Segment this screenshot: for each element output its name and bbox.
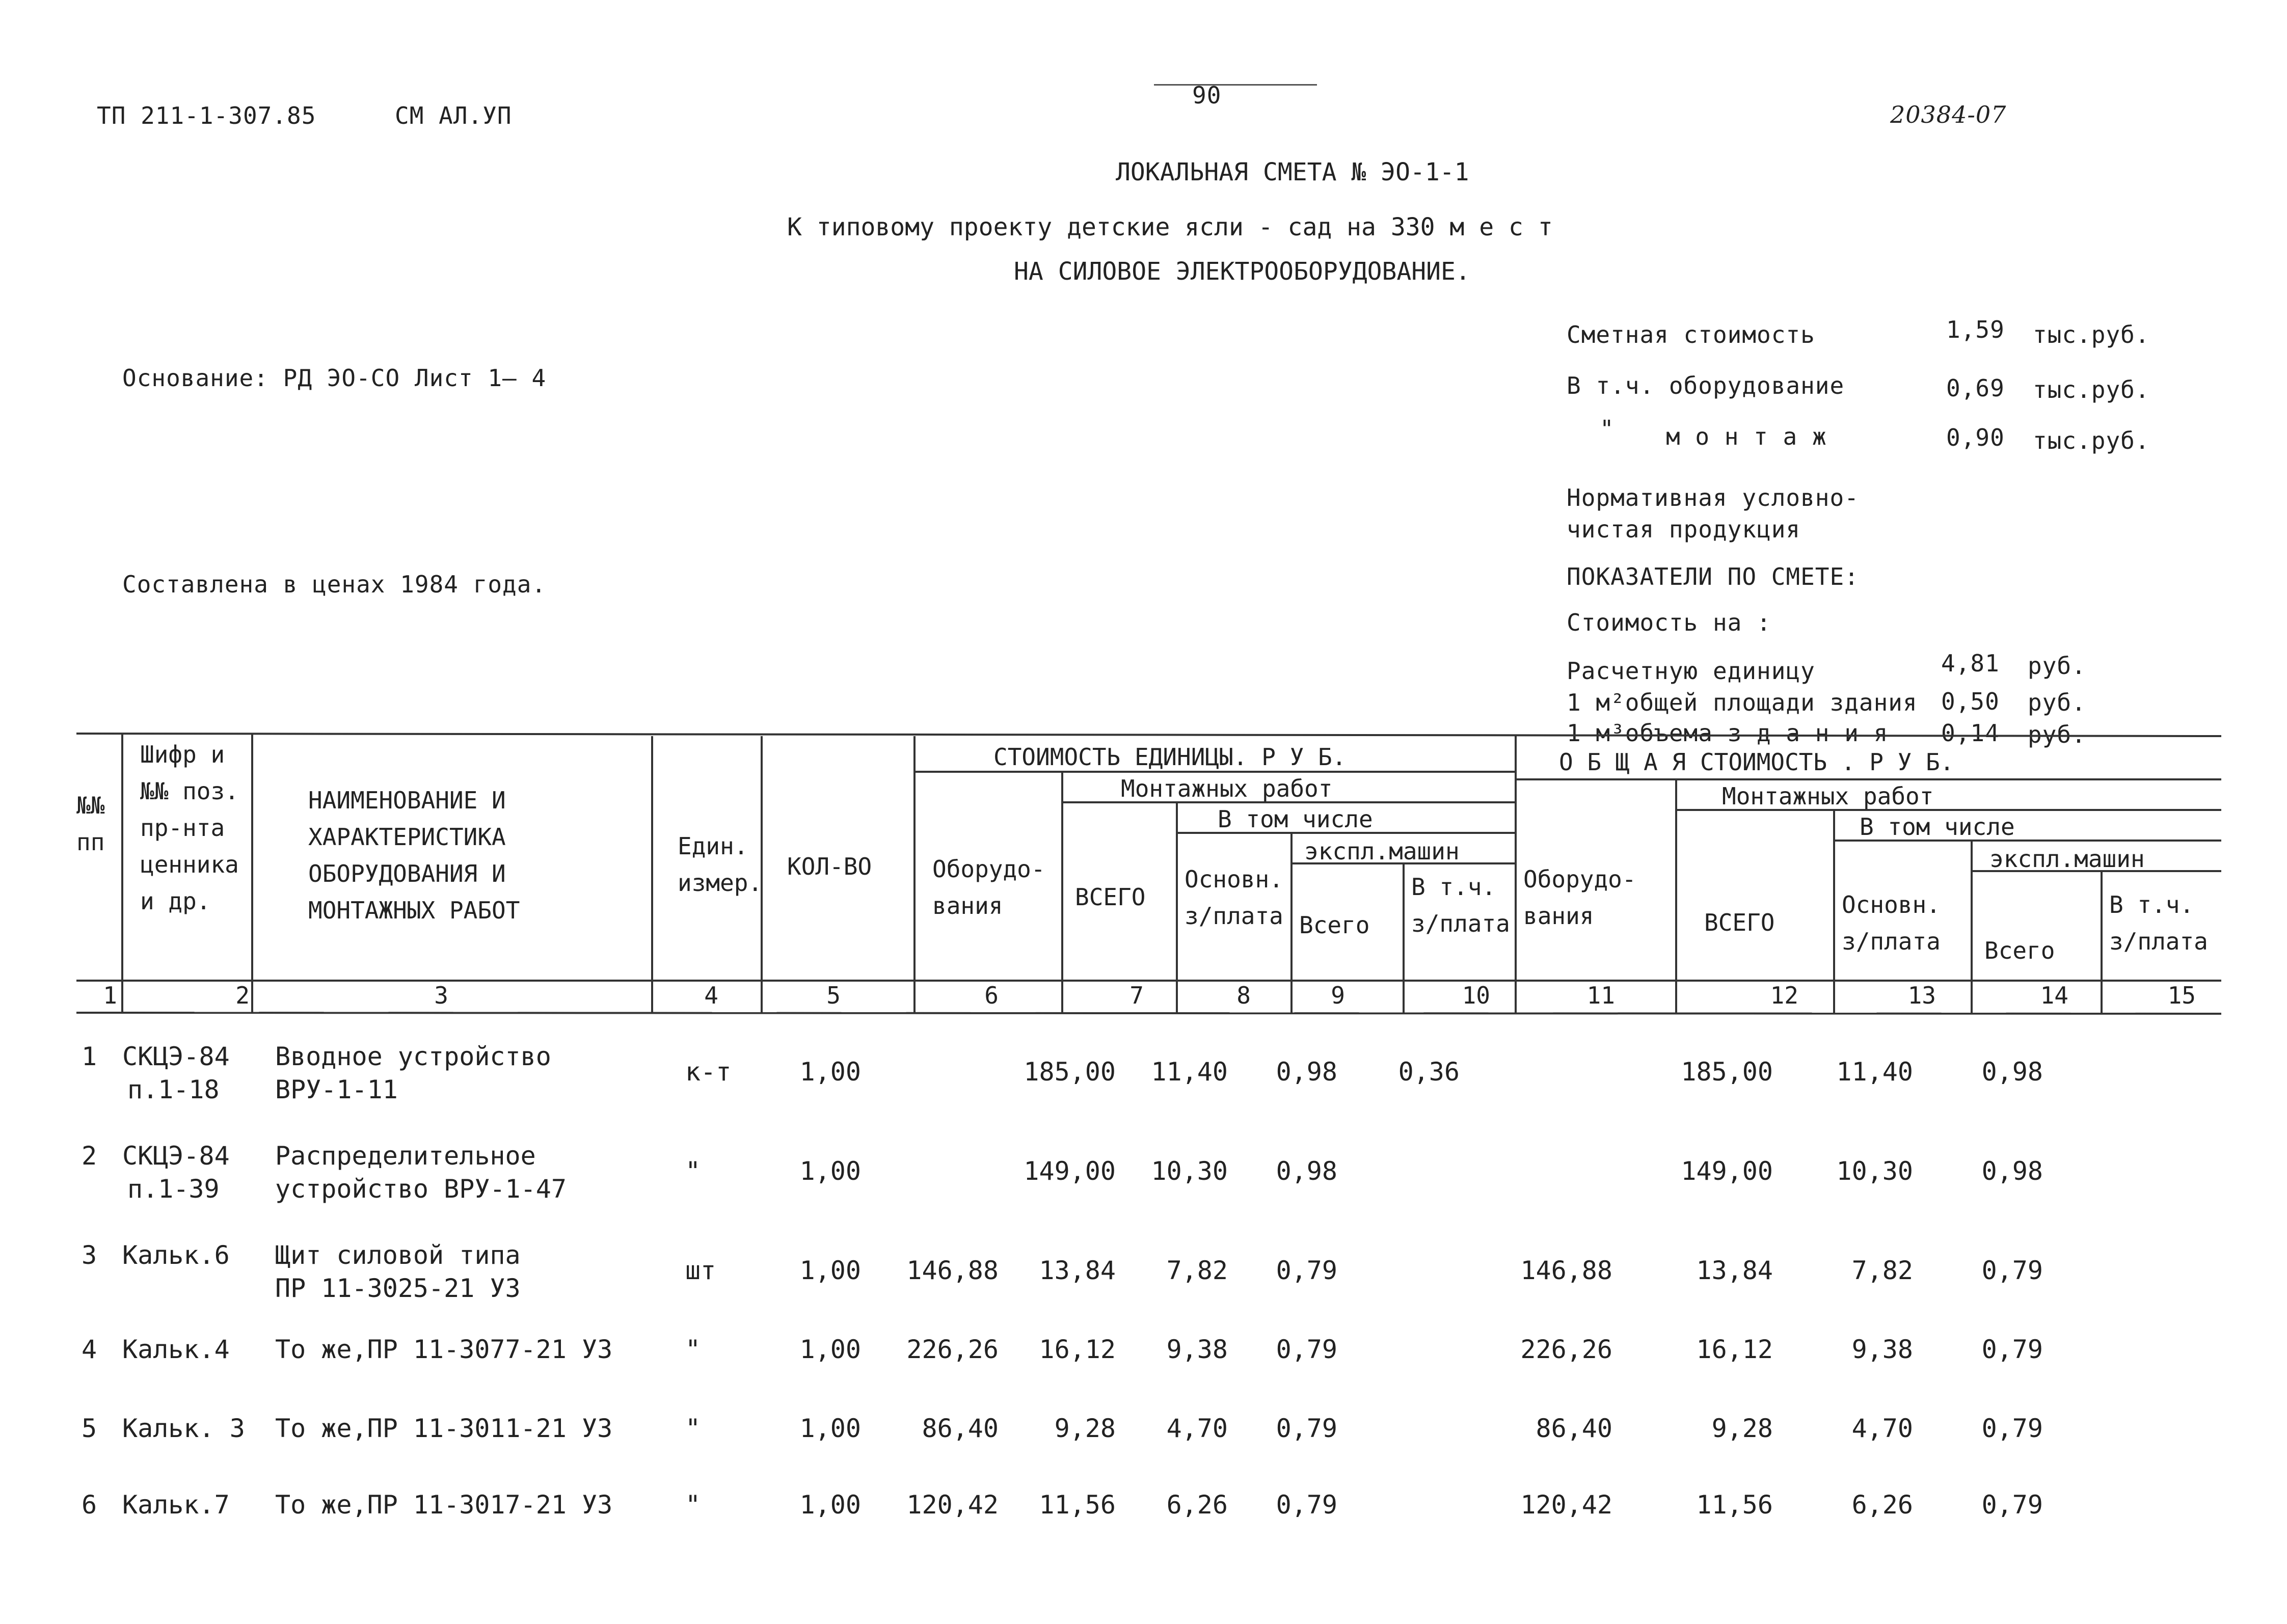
row-name: Вводное устройство: [275, 1042, 551, 1071]
total-mounting-total-header: ВСЕГО: [1704, 909, 1775, 936]
total-cost-header: О Б Щ А Я СТОИМОСТЬ . Р У Б.: [1559, 748, 1954, 776]
row-mounting-total-cost: 16,12: [1696, 1335, 1773, 1364]
row-machines-unit-cost: 0,98: [1276, 1156, 1337, 1186]
col-header-unit: [678, 828, 762, 901]
row-unit: к-т: [685, 1057, 732, 1087]
row-wage-total-cost: 11,40: [1836, 1057, 1913, 1087]
row-wage-total-cost: 6,26: [1851, 1490, 1913, 1520]
row-mounting-total-cost: 9,28: [1711, 1414, 1773, 1443]
cost-unit: тыс.руб.: [2033, 321, 2150, 348]
total-machines-all-header: Всего: [1984, 937, 2055, 964]
total-basic-wage-header-line2: з/плата: [1842, 928, 1941, 955]
norm-label-1: Нормативная условно-: [1567, 484, 1859, 511]
equipment-unit: тыс.руб.: [2033, 376, 2150, 403]
row-wage-total-cost: 10,30: [1836, 1156, 1913, 1186]
column-number-10: 10: [1462, 982, 1490, 1009]
row-name: То же,ПР 11-3077-21 УЗ: [275, 1335, 613, 1364]
row-code: СКЦЭ-84: [122, 1042, 230, 1071]
row-equipment-unit-cost: 226,26: [906, 1335, 999, 1364]
row-equipment-unit-cost: 146,88: [906, 1256, 999, 1285]
cost-value: 1,59: [1946, 316, 2005, 343]
unit-equipment-header-line1: Оборудо-: [932, 855, 1045, 883]
row-mounting-total-cost: 185,00: [1681, 1057, 1773, 1087]
estimate-title: ЛОКАЛЬНАЯ СМЕТА № ЭО-1-1: [1116, 158, 1469, 186]
prices-year-text: Составлена в ценах 1984 года.: [122, 571, 547, 598]
total-machines-header: экспл.машин: [1989, 845, 2145, 873]
row-machines-total-cost: 0,79: [1981, 1256, 2043, 1285]
row-quantity: 1,00: [799, 1256, 861, 1285]
row-name-line2: ВРУ-1-11: [275, 1075, 398, 1104]
row-machines-total-cost: 0,79: [1981, 1335, 2043, 1364]
unit-including-header: В том числе: [1218, 805, 1373, 833]
indicators-label: ПОКАЗАТЕЛИ ПО СМЕТЕ:: [1567, 563, 1859, 590]
row-machines-unit-cost: 0,98: [1276, 1057, 1337, 1087]
row-machines-total-cost: 0,98: [1981, 1057, 2043, 1087]
row-mounting-unit-cost: 11,56: [1039, 1490, 1116, 1520]
row-name: То же,ПР 11-3017-21 УЗ: [275, 1490, 613, 1520]
estimate-subtitle: К типовому проекту детские ясли - сад на 330 м е с т: [787, 213, 1553, 241]
row-equipment-total-cost: 146,88: [1520, 1256, 1612, 1285]
album-code: СМ АЛ.УП: [395, 102, 512, 129]
row-quantity: 1,00: [799, 1414, 861, 1443]
total-equipment-header-line2: вания: [1523, 902, 1594, 930]
mounting-value: 0,90: [1946, 424, 2005, 451]
unit-equipment-header-line2: вания: [932, 892, 1003, 919]
column-number-6: 6: [984, 982, 999, 1009]
column-number-14: 14: [2040, 982, 2068, 1009]
row-unit: шт: [685, 1256, 716, 1285]
row-mounting-total-cost: 13,84: [1696, 1256, 1773, 1285]
row-number: 3: [82, 1240, 97, 1270]
basis-text: Основание: РД ЭО-СО Лист 1— 4: [122, 364, 547, 392]
col-header-code-line3: пр-нта: [140, 814, 225, 842]
total-basic-wage-header-line1: Основн.: [1842, 891, 1941, 918]
row-number: 4: [82, 1335, 97, 1364]
norm-label-2: чистая продукция: [1567, 516, 1801, 543]
row-name-line2: ПР 11-3025-21 УЗ: [275, 1274, 521, 1303]
column-number-11: 11: [1586, 982, 1615, 1009]
row-quantity: 1,00: [799, 1156, 861, 1186]
column-number-12: 12: [1770, 982, 1798, 1009]
row-machines-unit-cost: 0,79: [1276, 1490, 1337, 1520]
cost-label: Сметная стоимость: [1567, 321, 1815, 348]
row-equipment-total-cost: 86,40: [1536, 1414, 1612, 1443]
total-machines-wage-header-line2: з/плата: [2109, 928, 2208, 955]
column-number-1: 1: [103, 982, 117, 1009]
column-number-7: 7: [1129, 982, 1144, 1009]
row-mounting-unit-cost: 13,84: [1039, 1256, 1116, 1285]
row-wage-unit-cost: 10,30: [1151, 1156, 1228, 1186]
unit-mounting-header: Монтажных работ: [1121, 775, 1333, 802]
column-number-9: 9: [1331, 982, 1345, 1009]
row-machines-total-cost: 0,79: [1981, 1414, 2043, 1443]
col-header-unit-line1: Един.: [678, 832, 748, 860]
row-equipment-total-cost: 120,42: [1520, 1490, 1612, 1520]
row-equipment-total-cost: 226,26: [1520, 1335, 1612, 1364]
col-header-code-line2: №№ поз.: [140, 777, 239, 805]
row-name-line2: устройство ВРУ-1-47: [275, 1174, 567, 1204]
column-number-4: 4: [704, 982, 718, 1009]
area-cost-label: 1 м²общей площади здания: [1567, 689, 1918, 716]
row-code: Кальк.4: [122, 1335, 230, 1364]
row-code: Кальк. 3: [122, 1414, 245, 1443]
row-unit: ": [685, 1414, 701, 1443]
unit-machines-wage-header-line2: з/плата: [1411, 910, 1510, 937]
row-equipment-unit-cost: 120,42: [906, 1490, 999, 1520]
total-machines-wage-header: [2109, 886, 2208, 960]
row-wage-unit-cost: 11,40: [1151, 1057, 1228, 1087]
row-mounting-unit-cost: 9,28: [1054, 1414, 1116, 1443]
row-quantity: 1,00: [799, 1057, 861, 1087]
column-number-15: 15: [2167, 982, 2196, 1009]
unit-mounting-total-header: ВСЕГО: [1075, 883, 1146, 911]
volume-cost-unit: руб.: [2028, 721, 2086, 748]
row-quantity: 1,00: [799, 1335, 861, 1364]
row-mounting-unit-cost: 185,00: [1024, 1057, 1116, 1087]
col-header-name-line1: НАИМЕНОВАНИЕ И: [308, 787, 506, 814]
row-mounting-unit-cost: 149,00: [1024, 1156, 1116, 1186]
row-unit: ": [685, 1490, 701, 1520]
row-quantity: 1,00: [799, 1490, 861, 1520]
unit-equipment-header: [932, 851, 1045, 924]
col-header-number: [76, 787, 104, 860]
row-machines-unit-cost: 0,79: [1276, 1335, 1337, 1364]
col-header-code-line4: ценника: [140, 851, 239, 878]
unit-machines-header: экспл.машин: [1304, 837, 1460, 865]
volume-cost-value: 0,14: [1941, 719, 2000, 747]
total-basic-wage-header: [1842, 886, 1941, 960]
area-cost-unit: руб.: [2028, 689, 2086, 716]
total-equipment-header: [1523, 861, 1636, 934]
mounting-unit: тыс.руб.: [2033, 427, 2150, 454]
row-machines-wage-unit-cost: 0,36: [1398, 1057, 1460, 1087]
row-machines-unit-cost: 0,79: [1276, 1414, 1337, 1443]
unit-machines-wage-header-line1: В т.ч.: [1411, 873, 1496, 901]
total-equipment-header-line1: Оборудо-: [1523, 865, 1636, 893]
document-code: ТП 211-1-307.85: [97, 102, 316, 129]
row-unit: ": [685, 1156, 701, 1186]
equipment-value: 0,69: [1946, 374, 2005, 402]
col-header-name-line4: МОНТАЖНЫХ РАБОТ: [308, 897, 520, 924]
row-code: Кальк.7: [122, 1490, 230, 1520]
row-wage-unit-cost: 4,70: [1166, 1414, 1228, 1443]
row-code: СКЦЭ-84: [122, 1141, 230, 1171]
unit-basic-wage-header: [1185, 861, 1283, 934]
column-number-5: 5: [826, 982, 841, 1009]
row-wage-total-cost: 7,82: [1851, 1256, 1913, 1285]
row-number: 6: [82, 1490, 97, 1520]
unit-basic-wage-header-line1: Основн.: [1185, 865, 1283, 893]
row-name: Щит силовой типа: [275, 1240, 521, 1270]
unit-cost-unit: руб.: [2028, 652, 2086, 680]
volume-cost-label: 1 м³объема з д а н и я: [1567, 719, 1889, 747]
column-number-3: 3: [434, 982, 448, 1009]
col-header-name-line2: ХАРАКТЕРИСТИКА: [308, 823, 506, 851]
total-machines-wage-header-line1: В т.ч.: [2109, 891, 2194, 918]
row-mounting-unit-cost: 16,12: [1039, 1335, 1116, 1364]
row-wage-total-cost: 9,38: [1851, 1335, 1913, 1364]
row-unit: ": [685, 1335, 701, 1364]
page-number: 90: [1192, 82, 1222, 109]
row-machines-unit-cost: 0,79: [1276, 1256, 1337, 1285]
row-wage-unit-cost: 6,26: [1166, 1490, 1228, 1520]
unit-machines-wage-header: [1411, 869, 1510, 942]
estimate-subtitle-2: НА СИЛОВОЕ ЭЛЕКТРООБОРУДОВАНИЕ.: [1014, 257, 1470, 286]
row-number: 5: [82, 1414, 97, 1443]
row-mounting-total-cost: 11,56: [1696, 1490, 1773, 1520]
row-code-line2: п.1-18: [127, 1075, 220, 1104]
col-header-code: [140, 736, 239, 919]
row-number: 1: [82, 1042, 97, 1071]
mounting-label: м о н т а ж: [1666, 423, 1827, 450]
unit-basic-wage-header-line2: з/плата: [1185, 902, 1283, 930]
unit-cost-header: СТОИМОСТЬ ЕДИНИЦЫ. Р У Б.: [993, 743, 1347, 771]
column-number-13: 13: [1907, 982, 1936, 1009]
unit-cost-label: Расчетную единицу: [1567, 657, 1815, 685]
col-header-name-line3: ОБОРУДОВАНИЯ И: [308, 860, 506, 887]
row-wage-total-cost: 4,70: [1851, 1414, 1913, 1443]
row-machines-total-cost: 0,79: [1981, 1490, 2043, 1520]
row-equipment-unit-cost: 86,40: [922, 1414, 999, 1443]
cost-per-label: Стоимость на :: [1567, 609, 1771, 636]
row-code: Кальк.6: [122, 1240, 230, 1270]
row-wage-unit-cost: 7,82: [1166, 1256, 1228, 1285]
total-including-header: В том числе: [1860, 813, 2015, 841]
unit-machines-all-header: Всего: [1299, 911, 1370, 939]
total-mounting-header: Монтажных работ: [1722, 782, 1934, 810]
col-header-number-line1: №№: [76, 792, 105, 819]
stamp-number: 20384-07: [1890, 101, 2007, 128]
row-machines-total-cost: 0,98: [1981, 1156, 2043, 1186]
unit-cost-value: 4,81: [1941, 649, 2000, 677]
col-header-name: [308, 782, 520, 929]
row-mounting-total-cost: 149,00: [1681, 1156, 1773, 1186]
col-header-code-line5: и др.: [140, 887, 211, 915]
row-name: Распределительное: [275, 1141, 536, 1171]
row-code-line2: п.1-39: [127, 1174, 220, 1204]
row-number: 2: [82, 1141, 97, 1171]
column-number-2: 2: [235, 982, 250, 1009]
column-number-8: 8: [1236, 982, 1251, 1009]
col-header-number-line2: пп: [76, 828, 105, 856]
area-cost-value: 0,50: [1941, 688, 2000, 715]
ditto-mark: ": [1600, 415, 1615, 443]
col-header-code-line1: Шифр и: [140, 741, 225, 768]
col-header-unit-line2: измер.: [678, 869, 763, 897]
row-name: То же,ПР 11-3011-21 УЗ: [275, 1414, 613, 1443]
row-wage-unit-cost: 9,38: [1166, 1335, 1228, 1364]
col-header-quantity: КОЛ-ВО: [787, 853, 872, 880]
equipment-label: В т.ч. оборудование: [1567, 372, 1845, 399]
